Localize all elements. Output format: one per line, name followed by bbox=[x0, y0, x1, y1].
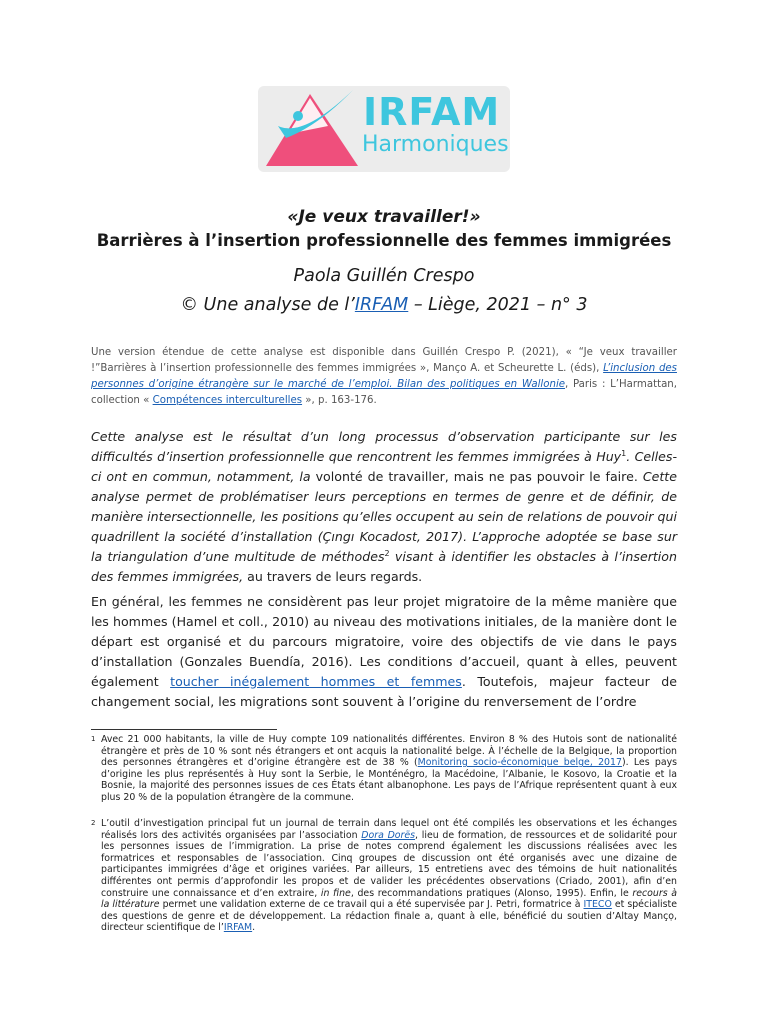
note-text: », p. 163-176. bbox=[302, 395, 377, 406]
footnote-2 bbox=[91, 818, 677, 934]
paragraph-text: volonté de travailler, mais ne pas pouvoir le faire. bbox=[315, 469, 638, 484]
footnote-text: . bbox=[252, 922, 256, 934]
footnote-ref-2[interactable]: 2 bbox=[384, 548, 390, 558]
footnote-italic: in fine bbox=[320, 887, 351, 899]
iteco-link[interactable]: ITECO bbox=[583, 899, 612, 911]
extended-version-note bbox=[91, 345, 677, 409]
byline-prefix: © Une analyse de l’ bbox=[180, 295, 355, 315]
dora-dores-label: Dora Dorës bbox=[361, 829, 416, 841]
logo-triangle-icon bbox=[258, 86, 368, 172]
inequality-link[interactable]: toucher inégalement hommes et femmes bbox=[170, 674, 462, 689]
note-text: , Paris : L’Harmattan, collection « bbox=[91, 379, 678, 406]
footnote-text: , des recommandations pratiques (Alonso, 1995). Enfin, le bbox=[350, 887, 633, 899]
book-title: L’inclusion des personnes d’origine étrangère sur le marché de l’emploi. Bilan des politiques en Wallonie bbox=[91, 363, 677, 390]
paragraph-text: En général, les femmes ne considèrent pas leur projet migratoire de la même manière que les hommes (Hamel et coll., 2010) au niveau des motivations initiales, de la manière dont le départ est organisé et du parcours migratoire, voire des objectifs de vie dans le pays d’installation (Gonzales Buendía, 2016). Les conditions d’accueil, quant à elles, peuvent également bbox=[91, 594, 677, 689]
paragraph-text: . Celles-ci ont en commun, notamment, la bbox=[91, 449, 677, 484]
note-text: Une version étendue de cette analyse est disponible dans Guillén Crespo P. (2021), « “Je veux travailler !”Barrières à l’insertion professionnelle des femmes immigrées », Manço A. et Scheurette L. (éds), bbox=[91, 347, 677, 374]
footnote-text: et spécialiste des questions de genre et de développement. La rédaction finale a, quant à elle, bénéficié du soutien d’Altay Mançọ, directeur scientifique de l’ bbox=[101, 899, 677, 934]
footnote-text: L’outil d’investigation principal fut un journal de terrain dans lequel ont été compilés les observations et les échanges réalisés lors des activités organisées par l’association bbox=[101, 818, 677, 841]
footnote-italic: recours à la littérature bbox=[101, 887, 677, 911]
document-subtitle: Barrières à l’insertion professionnelle des femmes immigrées bbox=[96, 231, 672, 250]
footnote-ref-1[interactable]: 1 bbox=[621, 448, 627, 458]
dora-dores-link[interactable] bbox=[361, 830, 415, 841]
footnote-text: Avec 21 000 habitants, la ville de Huy compte 109 nationalités différentes. Environ 8 % des Hutois sont de nationalité étrangère et près de 10 % sont nés étrangers et ont acquis la nationalité belge. À l’échelle de la Belgique, la proportion des personnes étrangères et d’origine étrangère est de 38 % ( bbox=[101, 734, 677, 769]
monitoring-link[interactable]: Monitoring socio-économique belge, 2017 bbox=[417, 757, 622, 769]
irfam-footnote-link[interactable]: IRFAM bbox=[223, 922, 253, 934]
paragraph-text: visant à identifier les obstacles à l’insertion des femmes immigrées, bbox=[91, 549, 677, 584]
byline bbox=[60, 291, 708, 319]
logo-subtitle: Harmoniques bbox=[362, 132, 509, 157]
footnote-number: 2 bbox=[91, 819, 96, 827]
body-paragraph bbox=[91, 592, 677, 712]
byline-suffix: – Liège, 2021 – n° 3 bbox=[408, 295, 588, 315]
author-name: Paola Guillén Crespo bbox=[293, 266, 475, 286]
footnote-separator bbox=[91, 729, 277, 730]
collection-link[interactable]: Compétences interculturelles bbox=[152, 395, 303, 406]
paragraph-text: Cette analyse permet de problématiser leurs perceptions en termes de genre et de définir, de manière intersectionnelle, les positions qu’elles occupent au sein de relations de pouvoir qui quadrillent la société d’installation (Çıngı Kocadost, 2017). L’approche adoptée se base sur la triangulation d’une multitude de méthodes bbox=[91, 469, 677, 564]
footnote-text: ). Les pays d’origine les plus représentés à Huy sont la Serbie, le Monténégro, la Macédoine, l’Albanie, le Kosovo, la Croatie et la Bosnie, la majorité des personnes issues de ces États étant albanophone. Les pays de l’Afrique représentent quant à eux plus 20 % de la population étrangère de la commune. bbox=[101, 757, 677, 803]
title-block bbox=[60, 205, 708, 319]
footnote-text: permet une validation externe de ce travail qui a été supervisée par J. Petri, formatrice à bbox=[159, 899, 584, 911]
logo-title: IRFAM bbox=[363, 90, 501, 134]
paragraph-text: Cette analyse est le résultat d’un long processus d’observation participante sur les difficultés d’insertion professionnelle que rencontrent les femmes immigrées à Huy bbox=[91, 429, 677, 464]
footnote-1 bbox=[91, 734, 677, 804]
quote-title: «Je veux travailler!» bbox=[287, 207, 481, 227]
intro-paragraph bbox=[91, 427, 677, 587]
paragraph-text: . Toutefois, majeur facteur de changement social, les migrations sont souvent à l’origine du renversement de l’ordre bbox=[91, 674, 677, 709]
paragraph-text: au travers de leurs regards. bbox=[243, 569, 423, 584]
footnote-number: 1 bbox=[91, 735, 96, 743]
footnote-text: , lieu de formation, de ressources et de solidarité pour les personnes issues de l’immigration. La prise de notes comprend également les discussions réalisées avec les formatrices et responsables de l’association. Cinq groupes de discussion ont été organisés avec une dizaine de participantes immigrées d’âge et origines variées. Par ailleurs, 15 entretiens avec des témoins de huit nationalités différentes ont permis d’approfondir les propos et de valider les précédentes observations (Criado, 2001), afin d’en construire une connaissance et d’en extraire, bbox=[101, 829, 678, 899]
irfam-logo bbox=[258, 86, 510, 172]
irfam-link[interactable]: IRFAM bbox=[354, 295, 409, 315]
